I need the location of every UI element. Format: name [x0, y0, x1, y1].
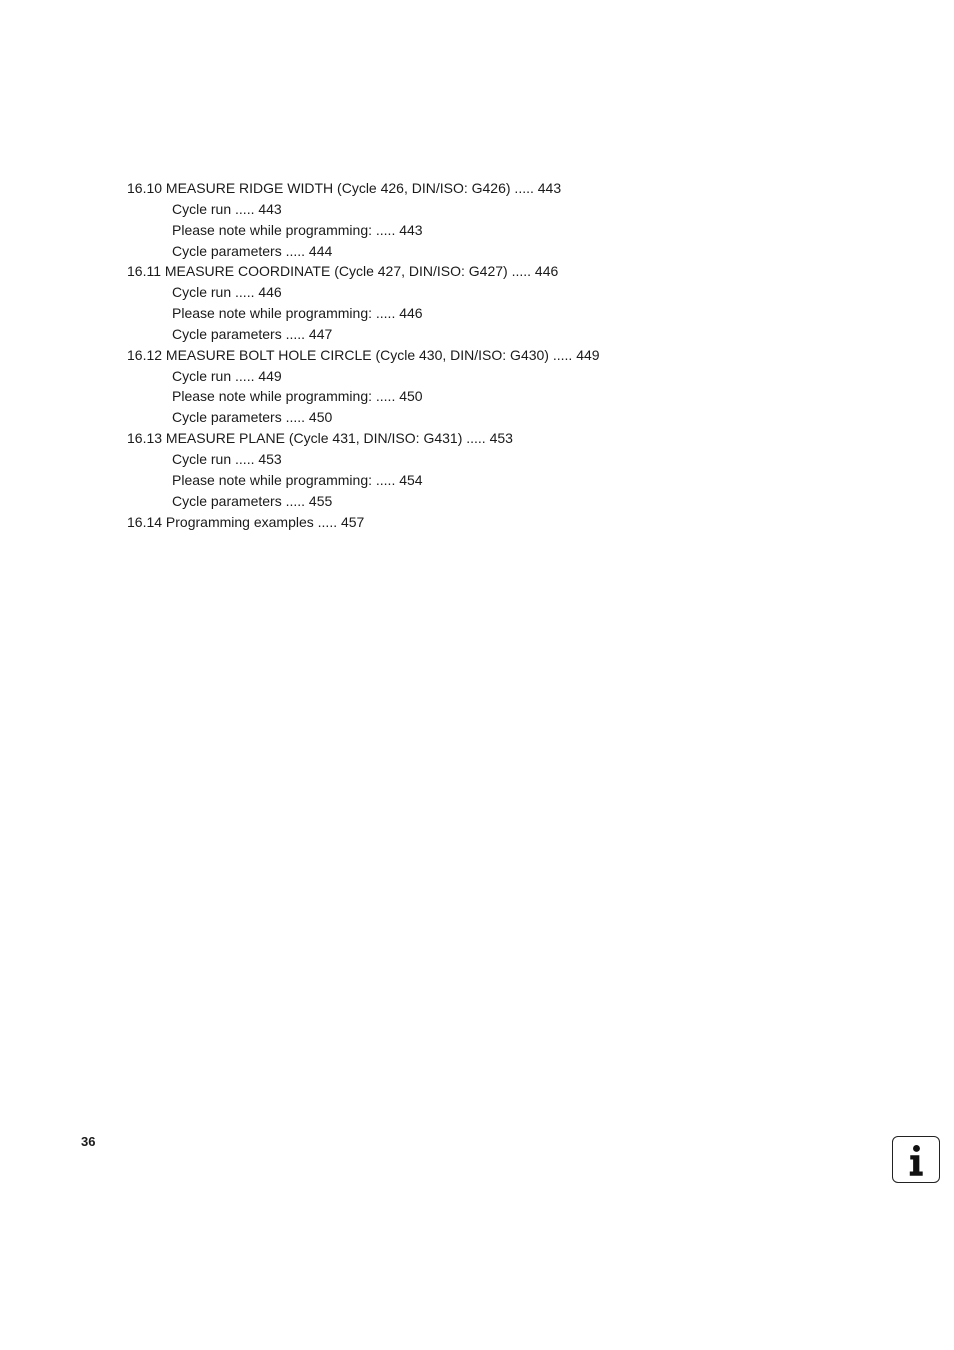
toc-subentry[interactable]: Cycle run ..... 449 [172, 367, 282, 384]
toc-entry-16-10[interactable]: 16.10 MEASURE RIDGE WIDTH (Cycle 426, DIN/ISO: G426) ..... 443 [127, 180, 562, 196]
toc-entry-16-13[interactable]: 16.13 MEASURE PLANE (Cycle 431, DIN/ISO: G431) ..... 453 [127, 430, 513, 447]
toc-entry-16-12[interactable]: 16.12 MEASURE BOLT HOLE CIRCLE (Cycle 430, DIN/ISO: G430) ..... 449 [127, 346, 600, 363]
toc-subentry[interactable]: Cycle parameters ..... 444 [172, 242, 333, 259]
page-number: 36 [81, 1134, 96, 1149]
toc-subentry[interactable]: Cycle parameters ..... 455 [172, 492, 333, 509]
toc-subentry[interactable]: Please note while programming: ..... 450 [172, 388, 423, 405]
toc-subentry[interactable]: Please note while programming: ..... 443 [172, 221, 423, 238]
toc-subentry[interactable]: Cycle run ..... 453 [172, 450, 282, 467]
toc-subentry[interactable]: Please note while programming: ..... 446 [172, 305, 423, 322]
toc-entry-16-14[interactable]: 16.14 Programming examples ..... 457 [127, 513, 365, 530]
toc-subentry[interactable]: Cycle parameters ..... 447 [172, 325, 333, 342]
toc-subentry[interactable]: Cycle run ..... 446 [172, 284, 282, 301]
toc-subentry[interactable]: Cycle parameters ..... 450 [172, 409, 333, 426]
table-of-contents [127, 178, 827, 532]
toc-subentry[interactable]: Please note while programming: ..... 454 [172, 471, 423, 488]
toc-entry-16-11[interactable]: 16.11 MEASURE COORDINATE (Cycle 427, DIN/ISO: G427) ..... 446 [127, 263, 559, 280]
info-icon [892, 1136, 940, 1183]
toc-subentry[interactable]: Cycle run ..... 443 [172, 200, 282, 217]
